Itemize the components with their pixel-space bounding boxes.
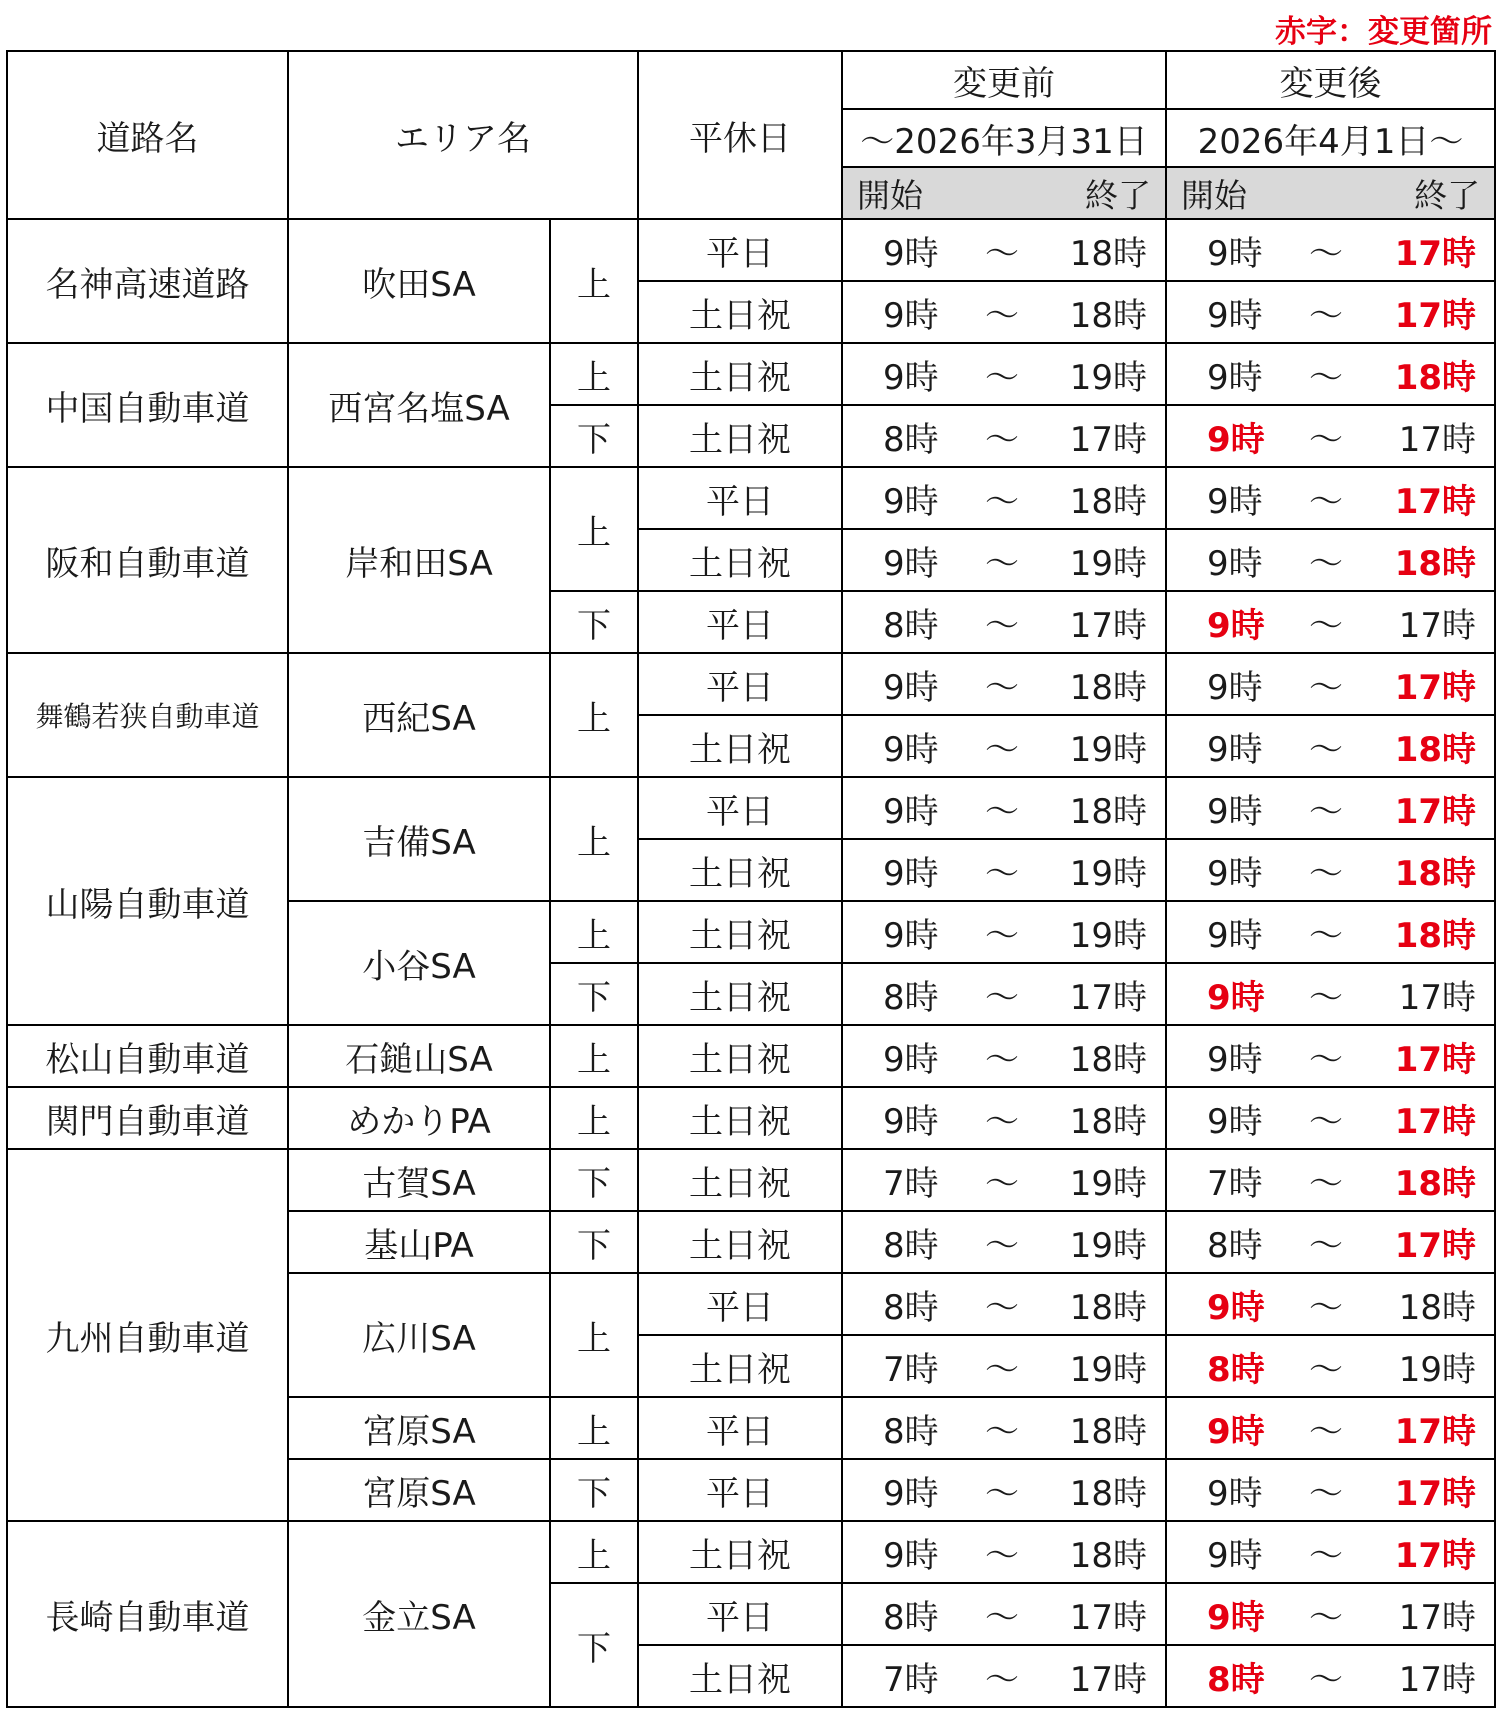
after-start: 8時 bbox=[1166, 1211, 1276, 1273]
after-end: 18時 bbox=[1376, 343, 1495, 405]
after-end: 17時 bbox=[1376, 1211, 1495, 1273]
direction: 下 bbox=[550, 591, 638, 653]
day-type: 土日祝 bbox=[638, 839, 842, 901]
after-end: 17時 bbox=[1376, 1087, 1495, 1149]
area-name: 西宮名塩SA bbox=[288, 343, 550, 467]
day-type: 土日祝 bbox=[638, 1087, 842, 1149]
after-end: 18時 bbox=[1376, 901, 1495, 963]
header-start: 開始 bbox=[1181, 175, 1248, 215]
before-end: 19時 bbox=[1052, 529, 1166, 591]
before-start: 9時 bbox=[842, 777, 952, 839]
after-tilde: ～ bbox=[1276, 219, 1376, 281]
before-tilde: ～ bbox=[952, 1645, 1052, 1707]
before-tilde: ～ bbox=[952, 529, 1052, 591]
after-start: 8時 bbox=[1166, 1645, 1276, 1707]
after-end: 17時 bbox=[1376, 1397, 1495, 1459]
after-tilde: ～ bbox=[1276, 653, 1376, 715]
day-type: 平日 bbox=[638, 1397, 842, 1459]
after-end: 17時 bbox=[1376, 1459, 1495, 1521]
after-end: 17時 bbox=[1376, 281, 1495, 343]
after-tilde: ～ bbox=[1276, 715, 1376, 777]
before-start: 7時 bbox=[842, 1335, 952, 1397]
area-name: 金立SA bbox=[288, 1521, 550, 1707]
before-start: 8時 bbox=[842, 963, 952, 1025]
day-type: 土日祝 bbox=[638, 715, 842, 777]
after-tilde: ～ bbox=[1276, 1025, 1376, 1087]
before-end: 19時 bbox=[1052, 1211, 1166, 1273]
header-before-period: ～2026年3月31日 bbox=[842, 109, 1166, 167]
header-end: 終了 bbox=[1085, 175, 1152, 215]
after-tilde: ～ bbox=[1276, 1397, 1376, 1459]
before-tilde: ～ bbox=[952, 1521, 1052, 1583]
direction: 下 bbox=[550, 1211, 638, 1273]
after-end: 17時 bbox=[1376, 219, 1495, 281]
after-start: 9時 bbox=[1166, 963, 1276, 1025]
area-name: 吉備SA bbox=[288, 777, 550, 901]
before-end: 17時 bbox=[1052, 963, 1166, 1025]
table-row bbox=[7, 1521, 1495, 1583]
after-end: 17時 bbox=[1376, 405, 1495, 467]
after-end: 18時 bbox=[1376, 529, 1495, 591]
before-end: 19時 bbox=[1052, 901, 1166, 963]
road-name: 名神高速道路 bbox=[7, 219, 288, 343]
before-tilde: ～ bbox=[952, 901, 1052, 963]
area-name: めかりPA bbox=[288, 1087, 550, 1149]
after-end: 17時 bbox=[1376, 653, 1495, 715]
before-start: 9時 bbox=[842, 715, 952, 777]
after-start: 9時 bbox=[1166, 1459, 1276, 1521]
before-end: 18時 bbox=[1052, 1397, 1166, 1459]
after-end: 17時 bbox=[1376, 467, 1495, 529]
day-type: 土日祝 bbox=[638, 1645, 842, 1707]
after-start: 9時 bbox=[1166, 1087, 1276, 1149]
sa-pa-hours-table bbox=[6, 50, 1496, 1708]
direction: 上 bbox=[550, 219, 638, 343]
before-start: 8時 bbox=[842, 1583, 952, 1645]
before-tilde: ～ bbox=[952, 1211, 1052, 1273]
after-tilde: ～ bbox=[1276, 963, 1376, 1025]
before-start: 7時 bbox=[842, 1149, 952, 1211]
after-start: 9時 bbox=[1166, 653, 1276, 715]
day-type: 土日祝 bbox=[638, 1211, 842, 1273]
after-start: 9時 bbox=[1166, 281, 1276, 343]
before-start: 9時 bbox=[842, 467, 952, 529]
table-body bbox=[7, 219, 1495, 1707]
after-tilde: ～ bbox=[1276, 1583, 1376, 1645]
header-after: 変更後 bbox=[1166, 51, 1495, 109]
header-road: 道路名 bbox=[7, 51, 288, 219]
header-before-start-end bbox=[842, 167, 1166, 219]
day-type: 平日 bbox=[638, 777, 842, 839]
after-end: 17時 bbox=[1376, 1521, 1495, 1583]
header-after-period: 2026年4月1日～ bbox=[1166, 109, 1495, 167]
after-end: 18時 bbox=[1376, 715, 1495, 777]
before-start: 9時 bbox=[842, 901, 952, 963]
table-row bbox=[7, 467, 1495, 529]
table-row bbox=[7, 343, 1495, 405]
road-name: 中国自動車道 bbox=[7, 343, 288, 467]
day-type: 平日 bbox=[638, 653, 842, 715]
before-end: 19時 bbox=[1052, 1149, 1166, 1211]
table-row bbox=[7, 777, 1495, 839]
before-tilde: ～ bbox=[952, 1335, 1052, 1397]
direction: 上 bbox=[550, 901, 638, 963]
after-start: 9時 bbox=[1166, 1025, 1276, 1087]
before-end: 18時 bbox=[1052, 281, 1166, 343]
before-end: 18時 bbox=[1052, 653, 1166, 715]
before-end: 19時 bbox=[1052, 839, 1166, 901]
after-start: 9時 bbox=[1166, 839, 1276, 901]
before-end: 18時 bbox=[1052, 1459, 1166, 1521]
before-end: 18時 bbox=[1052, 467, 1166, 529]
after-start: 9時 bbox=[1166, 901, 1276, 963]
direction: 上 bbox=[550, 343, 638, 405]
after-start: 9時 bbox=[1166, 591, 1276, 653]
before-end: 17時 bbox=[1052, 1645, 1166, 1707]
table-row bbox=[7, 1025, 1495, 1087]
after-end: 18時 bbox=[1376, 1149, 1495, 1211]
after-start: 9時 bbox=[1166, 1583, 1276, 1645]
after-tilde: ～ bbox=[1276, 777, 1376, 839]
before-end: 19時 bbox=[1052, 715, 1166, 777]
day-type: 土日祝 bbox=[638, 529, 842, 591]
area-name: 宮原SA bbox=[288, 1459, 550, 1521]
before-tilde: ～ bbox=[952, 777, 1052, 839]
before-tilde: ～ bbox=[952, 591, 1052, 653]
legend-note: 赤字：変更箇所 bbox=[1275, 14, 1492, 50]
after-end: 17時 bbox=[1376, 963, 1495, 1025]
after-start: 9時 bbox=[1166, 529, 1276, 591]
direction: 上 bbox=[550, 777, 638, 901]
before-tilde: ～ bbox=[952, 1273, 1052, 1335]
direction: 上 bbox=[550, 1087, 638, 1149]
before-tilde: ～ bbox=[952, 1025, 1052, 1087]
after-end: 18時 bbox=[1376, 839, 1495, 901]
after-start: 9時 bbox=[1166, 467, 1276, 529]
direction: 下 bbox=[550, 1149, 638, 1211]
before-start: 9時 bbox=[842, 1521, 952, 1583]
after-tilde: ～ bbox=[1276, 343, 1376, 405]
day-type: 土日祝 bbox=[638, 405, 842, 467]
before-tilde: ～ bbox=[952, 281, 1052, 343]
direction: 下 bbox=[550, 1583, 638, 1707]
after-tilde: ～ bbox=[1276, 1335, 1376, 1397]
table-row bbox=[7, 1087, 1495, 1149]
after-start: 9時 bbox=[1166, 219, 1276, 281]
road-name: 長崎自動車道 bbox=[7, 1521, 288, 1707]
direction: 下 bbox=[550, 963, 638, 1025]
before-end: 19時 bbox=[1052, 343, 1166, 405]
before-end: 17時 bbox=[1052, 1583, 1166, 1645]
before-end: 17時 bbox=[1052, 591, 1166, 653]
area-name: 石鎚山SA bbox=[288, 1025, 550, 1087]
direction: 上 bbox=[550, 1025, 638, 1087]
before-end: 18時 bbox=[1052, 1087, 1166, 1149]
day-type: 平日 bbox=[638, 1583, 842, 1645]
before-tilde: ～ bbox=[952, 839, 1052, 901]
before-end: 18時 bbox=[1052, 1521, 1166, 1583]
after-tilde: ～ bbox=[1276, 1211, 1376, 1273]
after-tilde: ～ bbox=[1276, 901, 1376, 963]
before-end: 18時 bbox=[1052, 219, 1166, 281]
area-name: 古賀SA bbox=[288, 1149, 550, 1211]
header-before: 変更前 bbox=[842, 51, 1166, 109]
area-name: 小谷SA bbox=[288, 901, 550, 1025]
header-day: 平休日 bbox=[638, 51, 842, 219]
before-end: 18時 bbox=[1052, 1025, 1166, 1087]
after-tilde: ～ bbox=[1276, 467, 1376, 529]
before-start: 8時 bbox=[842, 1397, 952, 1459]
day-type: 土日祝 bbox=[638, 963, 842, 1025]
header-after-start-end bbox=[1166, 167, 1495, 219]
day-type: 土日祝 bbox=[638, 1335, 842, 1397]
before-start: 8時 bbox=[842, 1211, 952, 1273]
day-type: 平日 bbox=[638, 1273, 842, 1335]
after-start: 9時 bbox=[1166, 1521, 1276, 1583]
after-end: 17時 bbox=[1376, 777, 1495, 839]
table-row bbox=[7, 219, 1495, 281]
before-start: 9時 bbox=[842, 839, 952, 901]
before-tilde: ～ bbox=[952, 1583, 1052, 1645]
before-start: 9時 bbox=[842, 1025, 952, 1087]
after-start: 9時 bbox=[1166, 343, 1276, 405]
road-name: 舞鶴若狭自動車道 bbox=[7, 653, 288, 777]
after-start: 9時 bbox=[1166, 1397, 1276, 1459]
after-end: 18時 bbox=[1376, 1273, 1495, 1335]
before-start: 9時 bbox=[842, 343, 952, 405]
after-tilde: ～ bbox=[1276, 591, 1376, 653]
after-tilde: ～ bbox=[1276, 1087, 1376, 1149]
before-end: 17時 bbox=[1052, 405, 1166, 467]
after-end: 17時 bbox=[1376, 1645, 1495, 1707]
road-name: 九州自動車道 bbox=[7, 1149, 288, 1521]
direction: 下 bbox=[550, 405, 638, 467]
before-tilde: ～ bbox=[952, 1459, 1052, 1521]
after-end: 17時 bbox=[1376, 1025, 1495, 1087]
day-type: 平日 bbox=[638, 467, 842, 529]
before-end: 18時 bbox=[1052, 1273, 1166, 1335]
after-start: 9時 bbox=[1166, 1273, 1276, 1335]
direction: 上 bbox=[550, 1273, 638, 1397]
before-tilde: ～ bbox=[952, 219, 1052, 281]
after-start: 9時 bbox=[1166, 715, 1276, 777]
day-type: 土日祝 bbox=[638, 281, 842, 343]
before-tilde: ～ bbox=[952, 467, 1052, 529]
before-tilde: ～ bbox=[952, 715, 1052, 777]
direction: 上 bbox=[550, 467, 638, 591]
area-name: 吹田SA bbox=[288, 219, 550, 343]
before-start: 9時 bbox=[842, 1459, 952, 1521]
after-start: 9時 bbox=[1166, 777, 1276, 839]
after-start: 8時 bbox=[1166, 1335, 1276, 1397]
day-type: 土日祝 bbox=[638, 1149, 842, 1211]
after-start: 7時 bbox=[1166, 1149, 1276, 1211]
table-row bbox=[7, 653, 1495, 715]
day-type: 土日祝 bbox=[638, 1521, 842, 1583]
area-name: 岸和田SA bbox=[288, 467, 550, 653]
before-tilde: ～ bbox=[952, 343, 1052, 405]
after-end: 17時 bbox=[1376, 1583, 1495, 1645]
header-end: 終了 bbox=[1414, 175, 1481, 215]
before-start: 9時 bbox=[842, 219, 952, 281]
after-tilde: ～ bbox=[1276, 1273, 1376, 1335]
before-tilde: ～ bbox=[952, 1087, 1052, 1149]
direction: 上 bbox=[550, 653, 638, 777]
after-tilde: ～ bbox=[1276, 1521, 1376, 1583]
after-end: 19時 bbox=[1376, 1335, 1495, 1397]
area-name: 西紀SA bbox=[288, 653, 550, 777]
before-start: 9時 bbox=[842, 1087, 952, 1149]
before-start: 9時 bbox=[842, 281, 952, 343]
area-name: 広川SA bbox=[288, 1273, 550, 1397]
table-row bbox=[7, 1149, 1495, 1211]
before-tilde: ～ bbox=[952, 653, 1052, 715]
before-start: 9時 bbox=[842, 529, 952, 591]
before-end: 19時 bbox=[1052, 1335, 1166, 1397]
before-tilde: ～ bbox=[952, 1149, 1052, 1211]
after-tilde: ～ bbox=[1276, 1645, 1376, 1707]
road-name: 山陽自動車道 bbox=[7, 777, 288, 1025]
after-start: 9時 bbox=[1166, 405, 1276, 467]
before-start: 8時 bbox=[842, 405, 952, 467]
direction: 上 bbox=[550, 1397, 638, 1459]
before-tilde: ～ bbox=[952, 405, 1052, 467]
road-name: 関門自動車道 bbox=[7, 1087, 288, 1149]
before-start: 8時 bbox=[842, 1273, 952, 1335]
day-type: 土日祝 bbox=[638, 1025, 842, 1087]
after-tilde: ～ bbox=[1276, 529, 1376, 591]
before-end: 18時 bbox=[1052, 777, 1166, 839]
area-name: 基山PA bbox=[288, 1211, 550, 1273]
after-tilde: ～ bbox=[1276, 839, 1376, 901]
road-name: 松山自動車道 bbox=[7, 1025, 288, 1087]
day-type: 平日 bbox=[638, 1459, 842, 1521]
before-start: 8時 bbox=[842, 591, 952, 653]
after-tilde: ～ bbox=[1276, 1149, 1376, 1211]
before-start: 9時 bbox=[842, 653, 952, 715]
area-name: 宮原SA bbox=[288, 1397, 550, 1459]
after-tilde: ～ bbox=[1276, 281, 1376, 343]
day-type: 平日 bbox=[638, 591, 842, 653]
after-tilde: ～ bbox=[1276, 1459, 1376, 1521]
day-type: 土日祝 bbox=[638, 901, 842, 963]
header-area: エリア名 bbox=[288, 51, 638, 219]
after-end: 17時 bbox=[1376, 591, 1495, 653]
direction: 上 bbox=[550, 1521, 638, 1583]
day-type: 平日 bbox=[638, 219, 842, 281]
day-type: 土日祝 bbox=[638, 343, 842, 405]
before-start: 7時 bbox=[842, 1645, 952, 1707]
road-name: 阪和自動車道 bbox=[7, 467, 288, 653]
after-tilde: ～ bbox=[1276, 405, 1376, 467]
before-tilde: ～ bbox=[952, 963, 1052, 1025]
before-tilde: ～ bbox=[952, 1397, 1052, 1459]
header-start: 開始 bbox=[857, 175, 923, 215]
direction: 下 bbox=[550, 1459, 638, 1521]
